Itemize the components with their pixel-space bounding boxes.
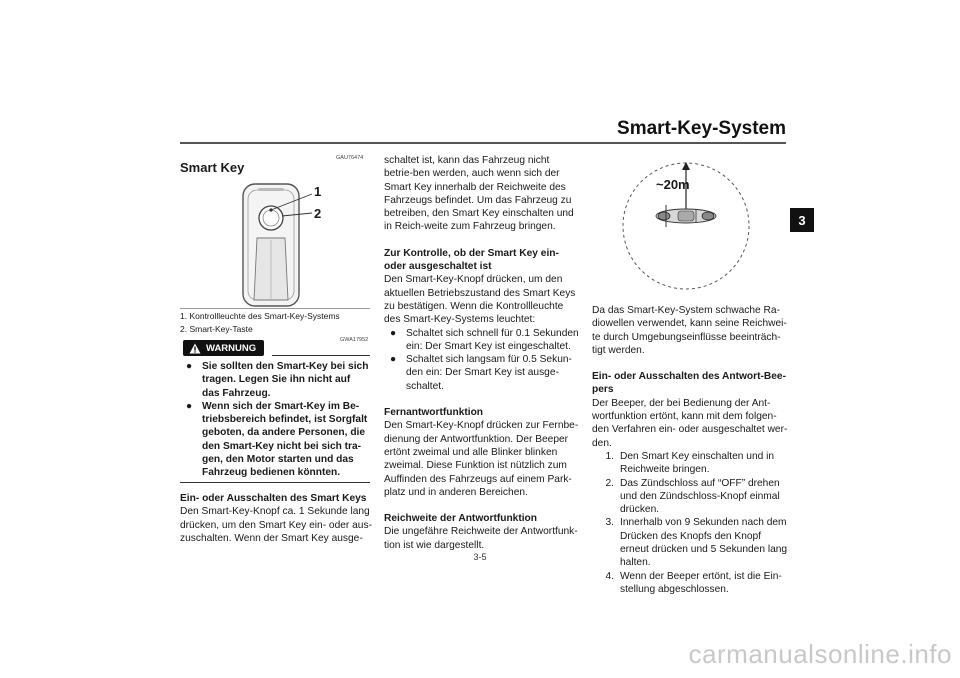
check-bullet: ● Schaltet sich schnell für 0.1 Sekunden ein: Der Smart Key ist eingeschaltet. xyxy=(390,327,579,352)
onoff-text: Den Smart-Key-Knopf ca. 1 Sekunde lang drücken, um den Smart Key ein- oder aus-zuschalten. Wenn der Smart Key ausge- xyxy=(180,506,372,544)
warning-code: GWA17952 xyxy=(340,337,369,343)
check-bullet: ● Schaltet sich langsam für 0.5 Sekun-den ein: Der Smart Key ist ausge-schaltet. xyxy=(390,354,572,392)
callout-1: 1 xyxy=(314,184,322,199)
warning-item: ● Wenn sich der Smart-Key im Be-triebsbereich befindet, ist Sorgfalt geboten, da andere Personen, die den Smart-Key nicht bei sich tra-gen, den Motor starten und das Fahrzeug bedienen könnten. xyxy=(186,400,368,479)
warning-item: ● Sie sollten den Smart-Key bei sich tragen. Legen Sie ihn nicht auf das Fahrzeug. xyxy=(186,361,369,399)
warning-badge xyxy=(183,340,264,356)
range-text: Die ungefähre Reichweite der Antwortfunk-tion ist wie dargestellt. xyxy=(384,526,578,551)
warning-triangle-icon xyxy=(189,343,201,354)
range-label: ~20m xyxy=(656,177,690,192)
watermark: carmanualsonline.info xyxy=(688,639,952,669)
remote-text: Den Smart-Key-Knopf drücken zur Fernbe-dienung der Antwortfunktion. Der Beeper ertönt zweimal und alle Blinker blinken zweimal. Diese Funktion ist nützlich zum Auffinden des Fahrzeugs auf einem Park-platz und in anderen Bereichen. xyxy=(384,420,579,498)
warning-top-rule xyxy=(272,355,370,356)
step-item: 1. Den Smart Key einschalten und in Reichweite bringen. xyxy=(605,450,775,476)
warning-list xyxy=(186,360,370,480)
middle-column xyxy=(384,154,580,552)
page-number: 3-5 xyxy=(473,552,487,562)
title-rule xyxy=(180,142,786,144)
bullet-icon: ● xyxy=(186,400,193,412)
step-item: 4. Wenn der Beeper ertönt, ist die Ein-stellung abgeschlossen. xyxy=(605,570,782,595)
warning-bottom-rule xyxy=(180,482,370,483)
step-item: 3. Innerhalb von 9 Sekunden nach dem Drücken des Knopfs den Knopf erneut drücken und 5 Sekunden lang halten. xyxy=(605,517,788,569)
range-diagram xyxy=(620,152,750,302)
continued-text: schaltet ist, kann das Fahrzeug nicht betrie-ben werden, auch wenn sich der Smart Key innerhalb der Reichweite des Fahrzeugs befindet. Um das Fahrzeug zu betreiben, den Smart Key einschalten und in Reich-weite zum Fahrzeug bringen. xyxy=(384,155,574,233)
check-text: Den Smart-Key-Knopf drücken, um den aktuellen Betriebszustand des Smart Keys zu bestätigen. Wenn die Kontrollleuchte des Smart-Key-Systems leuchtet: xyxy=(384,274,576,326)
onoff-section xyxy=(180,492,372,545)
smart-key-illustration xyxy=(238,180,338,310)
bullet-icon: ● xyxy=(186,361,193,372)
intro-text: Da das Smart-Key-System schwache Ra-diowellen verwendet, kann seine Reichwei-te durch Umgebungseinflüsse beeinträch-tigt werden. xyxy=(592,305,787,356)
caption-2: 2. Smart-Key-Taste xyxy=(180,324,253,334)
caption-1: 1. Kontrollleuchte des Smart-Key-Systems xyxy=(180,311,340,321)
bullet-icon: ● xyxy=(390,327,397,339)
check-heading: Zur Kontrolle, ob der Smart Key ein- oder ausgeschaltet ist xyxy=(384,247,559,273)
range-heading: Reichweite der Antwortfunktion xyxy=(384,513,538,525)
chapter-tab: 3 xyxy=(790,208,814,232)
section-heading-smart-key: Smart Key xyxy=(180,160,245,175)
remote-heading: Fernantwortfunktion xyxy=(384,407,484,419)
warning-label: WARNUNG xyxy=(206,342,257,354)
page-title: Smart-Key-System xyxy=(617,118,786,139)
onoff-heading: Ein- oder Ausschalten des Smart Keys xyxy=(180,493,367,504)
bullet-icon: ● xyxy=(390,354,397,366)
beeper-text: Der Beeper, der bei Bedienung der Ant-wortfunktion ertönt, kann mit dem folgen-den Verfahren ein- oder ausgeschaltet wer-den. xyxy=(592,397,788,449)
caption-rule xyxy=(180,308,370,309)
figure-captions xyxy=(180,310,340,336)
callout-2: 2 xyxy=(314,206,322,221)
step-item: 2. Das Zündschloss auf “OFF” drehen und den Zündschloss-Knopf einmal drücken. xyxy=(605,477,780,516)
beeper-heading: Ein- oder Ausschalten des Antwort-Bee-pers xyxy=(592,371,786,396)
ref-code: GAU76474 xyxy=(336,155,364,161)
